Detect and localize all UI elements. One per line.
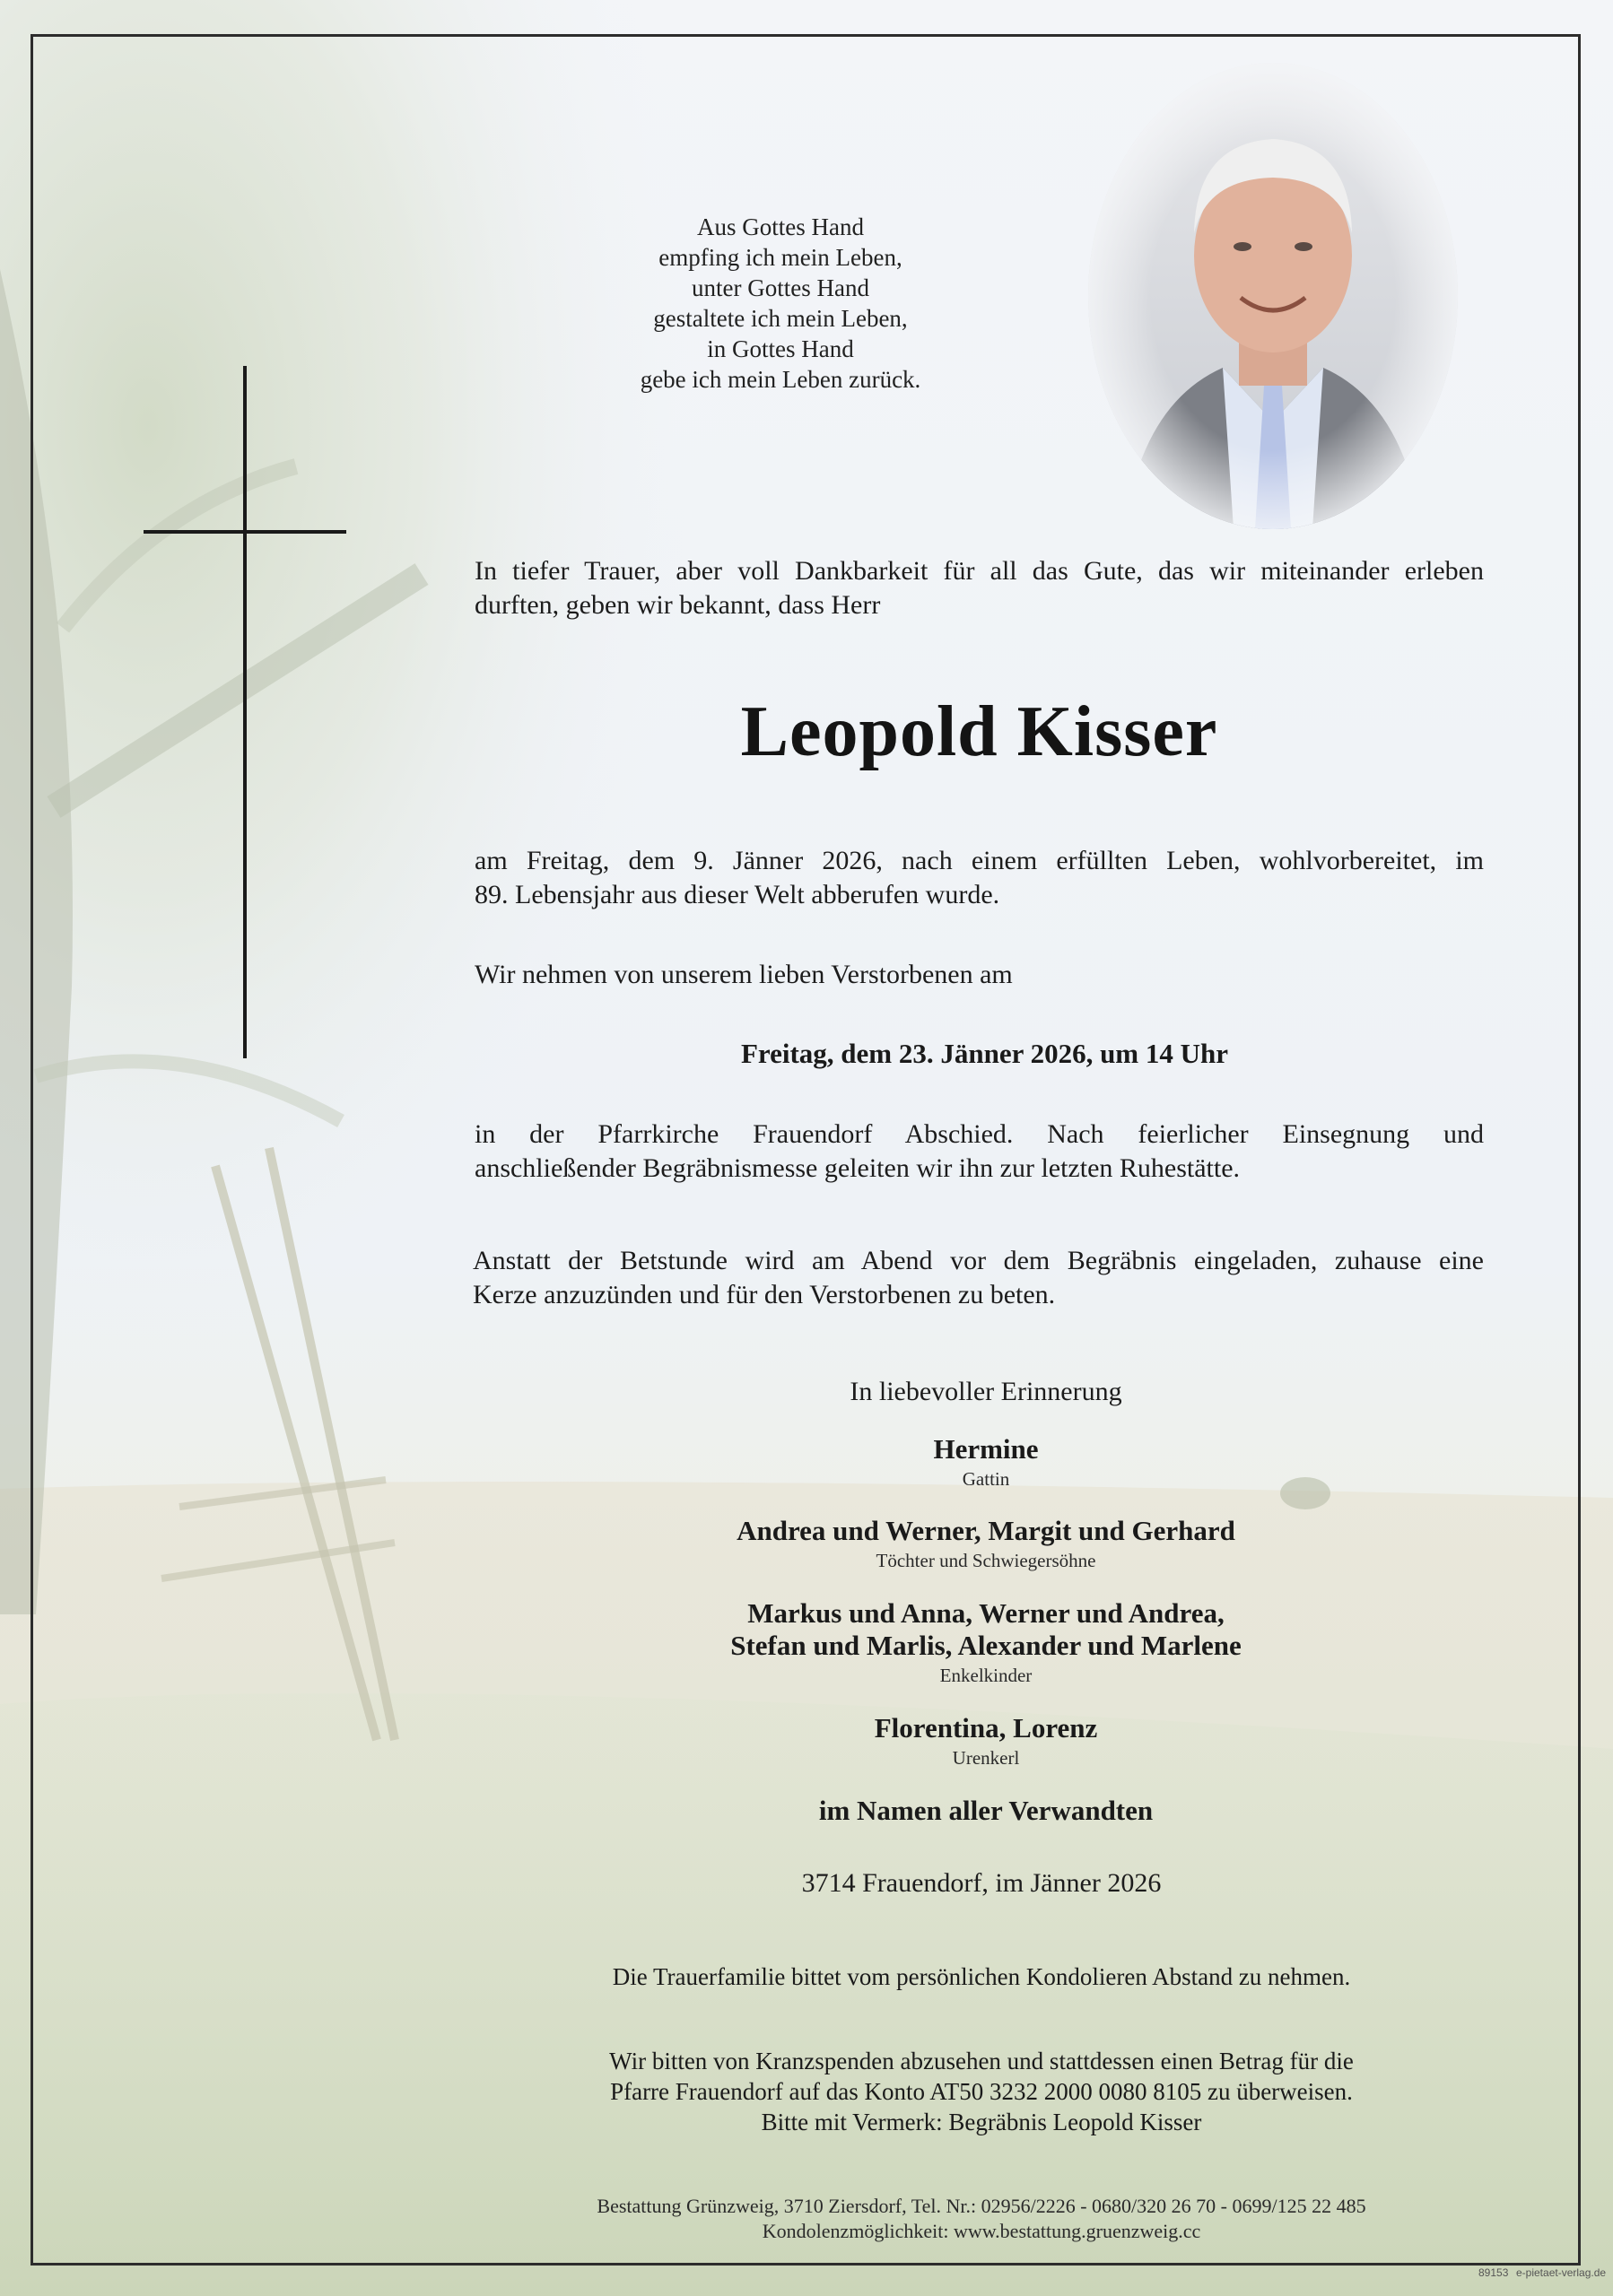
church-line-2: anschließender Begräbnismesse geleiten wir ihn zur letzten Ruhestätte.	[475, 1153, 1241, 1183]
footer-contact: Bestattung Grünzweig, 3710 Ziersdorf, Tel. Nr.: 02956/2226 - 0680/320 26 70 - 0699/125 22 485	[597, 2195, 1366, 2217]
poem-line: Aus Gottes Hand	[697, 213, 864, 240]
cross-horizontal-bar	[144, 530, 346, 534]
poem-line: unter Gottes Hand	[692, 274, 869, 301]
death-line-1: am Freitag, dem 9. Jänner 2026, nach einem erfüllten Leben, wohlvorbereitet, im	[475, 846, 1484, 875]
children-names: Andrea und Werner, Margit und Gerhard	[737, 1515, 1235, 1546]
prayer-line-1: Anstatt der Betstunde wird am Abend vor dem Begräbnis eingeladen, zuhause eine	[473, 1246, 1484, 1275]
grandchildren-line-1: Markus und Anna, Werner und Andrea,	[747, 1597, 1225, 1629]
intro-line-1: In tiefer Trauer, aber voll Dankbarkeit für all das Gute, das wir miteinander erleben	[475, 556, 1484, 586]
wife-role: Gattin	[962, 1468, 1010, 1490]
grandchildren-role: Enkelkinder	[939, 1665, 1033, 1686]
relatives-line: im Namen aller Verwandten	[818, 1795, 1154, 1826]
church-line-1: in der Pfarrkirche Frauendorf Abschied. Nach feierlicher Einsegnung und	[475, 1119, 1484, 1149]
poem-line: empfing ich mein Leben,	[658, 244, 902, 271]
deceased-name: Leopold Kisser	[740, 692, 1218, 771]
wife-name: Hermine	[933, 1433, 1039, 1465]
signoff: In liebevoller Erinnerung	[850, 1377, 1122, 1406]
publisher-mark: e-pietaet-verlag.de	[1516, 2266, 1607, 2279]
poem-verse	[529, 212, 1032, 395]
poem-line: gebe ich mein Leben zurück.	[640, 366, 921, 393]
grandchildren-line-2: Stefan und Marlis, Alexander und Marlene	[730, 1630, 1242, 1661]
poem-line: in Gottes Hand	[707, 335, 854, 362]
farewell-intro: Wir nehmen von unserem lieben Verstorbenen am	[475, 960, 1013, 989]
print-code: 89153	[1478, 2266, 1509, 2279]
place-date: 3714 Frauendorf, im Jänner 2026	[801, 1868, 1162, 1898]
greatgrandchildren-names: Florentina, Lorenz	[874, 1712, 1098, 1744]
greatgrandchildren-role: Urenkerl	[952, 1747, 1020, 1769]
funeral-date: Freitag, dem 23. Jänner 2026, um 14 Uhr	[740, 1038, 1229, 1069]
poem-line: gestaltete ich mein Leben,	[653, 305, 908, 332]
children-role: Töchter und Schwiegersöhne	[876, 1550, 1096, 1571]
footer-condolence-link: Kondolenzmöglichkeit: www.bestattung.gruenzweig.cc	[762, 2220, 1201, 2242]
donation-line-3: Bitte mit Vermerk: Begräbnis Leopold Kisser	[761, 2109, 1202, 2135]
donation-line-1: Wir bitten von Kranzspenden abzusehen und stattdessen einen Betrag für die	[609, 2048, 1354, 2074]
donation-line-2: Pfarre Frauendorf auf das Konto AT50 3232 2000 0080 8105 zu überweisen.	[610, 2078, 1353, 2105]
condolence-note: Die Trauerfamilie bittet vom persönlichen Kondolieren Abstand zu nehmen.	[612, 1963, 1351, 1990]
portrait-photo	[1088, 63, 1458, 529]
intro-line-2: durften, geben wir bekannt, dass Herr	[475, 590, 881, 620]
cross-vertical-bar	[243, 366, 247, 1058]
prayer-line-2: Kerze anzuzünden und für den Verstorbenen zu beten.	[473, 1280, 1056, 1309]
death-line-2: 89. Lebensjahr aus dieser Welt abberufen wurde.	[475, 880, 1000, 909]
